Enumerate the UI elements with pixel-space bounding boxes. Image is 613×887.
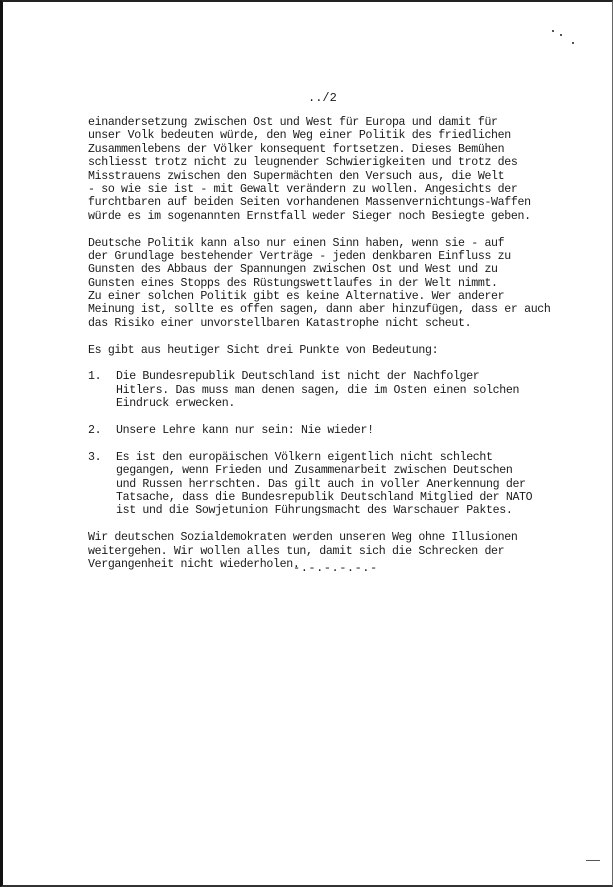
text-line: Eindruck erwecken.	[116, 397, 235, 411]
paragraph-intro	[88, 116, 608, 223]
text-line: einandersetzung zwischen Ost und West für Europa und damit für	[88, 116, 498, 129]
list-item	[88, 451, 608, 518]
text-line: der Grundlage bestehender Verträge - jeden denkbaren Einfluss zu	[88, 249, 511, 263]
list-marker: 3.	[88, 450, 102, 464]
text-line: Vergangenheit nicht wiederholen.	[88, 557, 300, 571]
text-line: Es ist den europäischen Völkern eigentlich nicht schlecht	[116, 450, 493, 464]
paragraph-deutsche-politik	[88, 237, 608, 331]
scan-speck	[552, 30, 554, 32]
text-line: Gunsten eines Stopps des Rüstungswettlaufes in der Welt nimmt.	[88, 276, 498, 290]
text-line: gegangen, wenn Frieden und Zusammenarbeit zwischen Deutschen	[116, 464, 513, 478]
paragraph-drei-punkte	[88, 344, 608, 357]
list-marker: 2.	[88, 423, 102, 437]
text-line: Wir deutschen Sozialdemokraten werden unseren Weg ohne Illusionen	[88, 531, 518, 545]
text-line: weitergehen. Wir wollen alles tun, damit sich die Schrecken der	[88, 544, 505, 558]
text-line: Meinung ist, sollte es offen sagen, dann aber hinzufügen, dass er auch	[88, 303, 551, 317]
text-line: schliesst trotz nicht zu leugnender Schwierigkeiten und trotz des	[88, 156, 518, 170]
list-marker: 1.	[88, 370, 102, 384]
text-line: Es gibt aus heutiger Sicht drei Punkte von Bedeutung:	[88, 343, 439, 357]
text-line: Zu einer solchen Politik gibt es keine Alternative. Wer anderer	[88, 290, 505, 304]
text-line: würde es im sogenannten Ernstfall weder Sieger noch Besiegte geben.	[88, 209, 531, 223]
text-line: und Russen herrschten. Das gilt auch in voller Anerkennung der	[116, 477, 526, 491]
list-item	[88, 424, 608, 437]
scan-speck	[572, 42, 574, 44]
text-line: Deutsche Politik kann also nur einen Sinn haben, wenn sie - auf	[88, 236, 505, 250]
text-line: das Risiko einer unvorstellbaren Katastrophe nicht scheut.	[88, 316, 472, 330]
text-line: unser Volk bedeuten würde, den Weg einer Politik des friedlichen	[88, 129, 511, 143]
text-line: ist und die Sowjetunion Führungsmacht des Warschauer Paktes.	[116, 504, 513, 518]
page-number: ../2	[308, 91, 337, 105]
text-line: Misstrauens zwischen den Supermächten den Versuch aus, die Welt	[88, 169, 505, 183]
text-line: furchtbaren auf beiden Seiten vorhandenen Massenvernichtungs-Waffen	[88, 196, 531, 210]
scan-speck	[560, 34, 562, 36]
list-item	[88, 370, 608, 410]
text-line: Hitlers. Das muss man denen sagen, die im Osten einen solchen	[116, 383, 520, 397]
text-line: Tatsache, dass die Bundesrepublik Deutschland Mitglied der NATO	[116, 490, 533, 504]
text-line: Zusammenlebens der Völker konsequent fortsetzen. Dieses Bemühen	[88, 142, 505, 156]
text-line: Die Bundesrepublik Deutschland ist nicht der Nachfolger	[116, 370, 480, 384]
scan-speck	[586, 860, 600, 861]
end-mark: -.-.-.-.-.-	[293, 561, 378, 575]
document-body	[88, 116, 608, 585]
text-line: Gunsten des Abbaus der Spannungen zwischen Ost und West und zu	[88, 263, 498, 277]
text-line: - so wie sie ist - mit Gewalt verändern zu wollen. Angesichts der	[88, 182, 518, 196]
text-line: Unsere Lehre kann nur sein: Nie wieder!	[116, 423, 374, 437]
